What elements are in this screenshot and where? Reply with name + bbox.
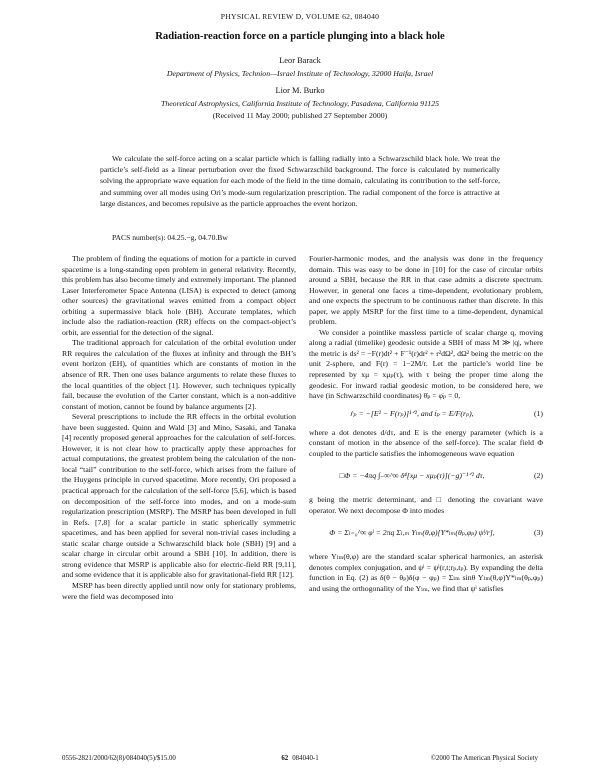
body-paragraph: Fourier-harmonic modes, and the analysis was done in the frequency domain. This was easy to be done in [10] for the case of circular orbits around a SBH, because the RR in that case admits a discrete spectrum. However, in general one faces a time-dependent, evolutionary problem, and one expects the spectrum to be continuous rather than discrete. In this paper, we apply MSRP for the first time to a time-dependent, dynamical problem. xyxy=(309,254,543,327)
equation-body: □Φ = −4πq ∫₋∞^∞ δ⁴[xμ − xμₚ(τ)](−g)⁻¹ᐟ² dτ, xyxy=(339,471,485,481)
author-name: Leor Barack xyxy=(279,56,321,65)
journal-header: PHYSICAL REVIEW D, VOLUME 62, 084040 xyxy=(220,12,380,21)
body-paragraph: MSRP has been directly applied until now only for stationary problems, were the field was decomposed into xyxy=(62,580,296,601)
right-column xyxy=(309,254,543,595)
body-paragraph: The traditional approach for calculation of the orbital evolution under RR requires the calculation of the fluxes at infinity and through the BH’s event horizon (EH), of quantities which are constants of motion in the absence of RR. Then one uses balance arguments to relate these fluxes to the local quantities of the object [1]. However, such techniques typically fail, because the evolution of the Carter constant, which is a non-additive constant of motion, cannot be found by balance arguments [2]. xyxy=(62,338,296,411)
paper-title: Radiation-reaction force on a particle plunging into a black hole xyxy=(155,31,445,42)
abstract: We calculate the self-force acting on a scalar particle which is falling radially into a Schwarzschild black hole. We treat the particle’s self-field as a linear perturbation over the fixed Schwarzschild background. The force is calculated by numerically solving the appropriate wave equation for each mode of the field in the time domain, calculating its contribution to the self-force, and summing over all modes using Ori’s mode-sum regularization prescription. The radial component of the force is attractive at large distances, and becomes repulsive as the particle approaches the event horizon. xyxy=(100,154,500,208)
article-page: 084040-1 xyxy=(292,755,319,762)
body-paragraph: Several prescriptions to include the RR effects in the orbital evolution have been suggested. Quinn and Wald [3] and Mino, Sasaki, and Tanaka [4] recently proposed general approaches for the calculation of self-forces. However, it is not clear how to practically apply these approaches for actual computations, the greatest problem being the calculation of the non-local “tail” contribution to the self-force, which arises from the failure of the Huygens principle in curved spacetime. More recently, Ori proposed a practical approach for the calculation of the self-force [5,6], which is based on decomposition of the self-force into modes, and on a mode-sum regularization prescription (MSRP). The MSRP has been developed in full in Refs. [7,8] for a scalar particle in static spherically symmetric spacetimes, and has been applied for several non-trivial cases including a static scalar charge outside a Schwarzschild black hole (SBH) [9] and a scalar charge in circular orbit around a SBH [10]. In addition, there is strong evidence that MSRP is applicable also for electric-field RR [9,11], and some evidence that it is applicable also for gravitational-field RR [12]. xyxy=(62,412,296,580)
equation-number: (1) xyxy=(533,408,543,418)
volume-number: 62 xyxy=(281,755,289,762)
author-name: Lior M. Burko xyxy=(275,86,325,95)
left-column xyxy=(62,254,296,602)
equation xyxy=(309,519,543,549)
equation-body: Φ = Σₗ₌₀^∞ φˡ = 2πq Σₗ,ₘ Yₗₘ(θ,φ)[Y*ₗₘ(θₚ,φₚ) ψˡ/r], xyxy=(329,528,495,538)
equation xyxy=(309,462,543,492)
issn-code: 0556-2821/2000/62(8)/084040(5)/$15.00 xyxy=(62,755,176,762)
body-paragraph: The problem of finding the equations of motion for a particle in curved spacetime is a long-standing open problem in general relativity. Recently, this problem has also become timely and extremely important. The planned Laser Interferometer Space Antenna (LISA) is expected to detect (among other sources) the gravitational waves emitted from a compact object orbiting a supermassive black hole (BH). Accurate templates, which include also the radiation-reaction (RR) effects on the compact-object’s orbit, are essential for the detection of the signal. xyxy=(62,254,296,337)
author-affiliation: Department of Physics, Technion—Israel Institute of Technology, 32000 Haifa, Israel xyxy=(166,69,434,78)
equation-number: (2) xyxy=(533,471,543,481)
equation-body: ṙₚ = −[E² − F(rₚ)]¹ᐟ², and ṫₚ = E/F(rₚ), xyxy=(350,408,474,418)
author-affiliation: Theoretical Astrophysics, California Institute of Technology, Pasadena, California 91125 xyxy=(160,99,439,108)
equation xyxy=(309,405,543,425)
pacs-numbers: PACS number(s): 04.25.−g, 04.70.Bw xyxy=(112,233,228,242)
body-paragraph: g being the metric determinant, and □ denoting the covariant wave operator. We next decompose Φ into modes xyxy=(309,495,543,515)
received-dates: (Received 11 May 2000; published 27 September 2000) xyxy=(212,111,388,120)
body-paragraph: where a dot denotes d/dτ, and E is the energy parameter (which is a constant of motion in the absence of the self-force). The scalar field Φ coupled to the particle satisfies the inhomogeneous wave equation xyxy=(309,427,543,458)
equation-number: (3) xyxy=(533,528,543,538)
body-paragraph: where Yₗₘ(θ,φ) are the standard scalar spherical harmonics, an asterisk denotes complex conjugation, and ψˡ = ψˡ(r,t;rₚ,tₚ). By expanding the delta function in Eq. (2) as δ(θ − θₚ)δ(φ − φₚ) = Σₗₘ sinθ Yₗₘ(θ,φ)Y*ₗₘ(θₚ,φₚ) and using the orthogonality of the Yₗₘ, we find that ψˡ satisfies xyxy=(309,552,543,594)
body-paragraph: We consider a pointlike massless particle of scalar charge q, moving along a radial (timelike) geodesic outside a SBH of mass M ≫ |q|, where the metric is ds² = −F(r)dt² + F⁻¹(r)dr² + r²dΩ², dΩ² being the metric on the unit 2-sphere, and F(r) = 1−2M/r. Let the particle’s world line be represented by xμ = xμₚ(τ), with τ being the proper time along the geodesic. For inward radial geodesic motion, to be considered here, we have (in Schwarzschild coordinates) θ̇ₚ = φ̇ₚ = 0, xyxy=(309,327,543,401)
copyright: ©2000 The American Physical Society xyxy=(430,755,538,762)
